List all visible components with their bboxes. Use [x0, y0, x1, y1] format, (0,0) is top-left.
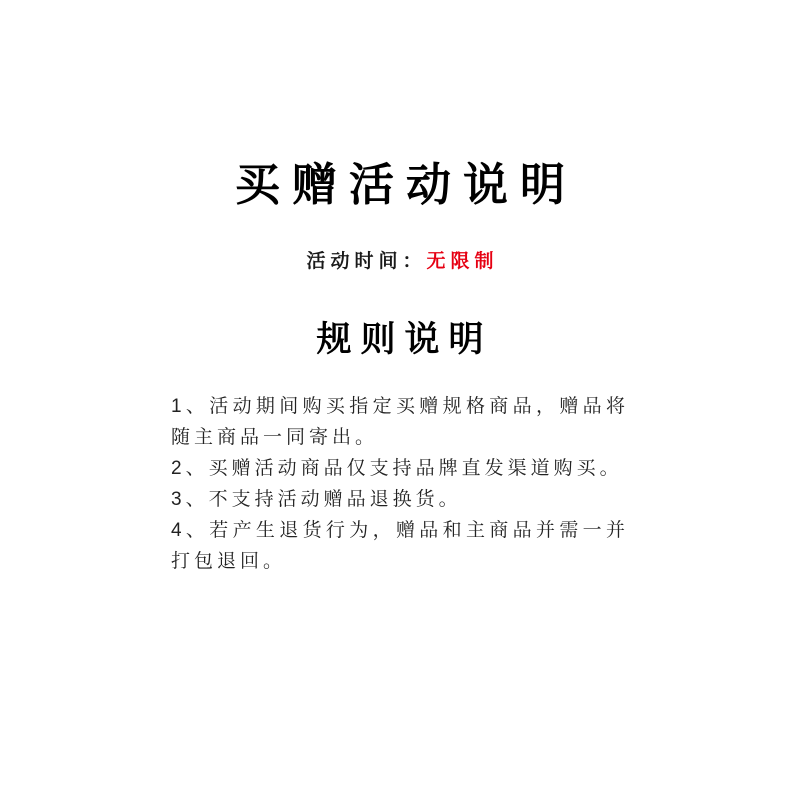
page-title: 买赠活动说明	[234, 159, 577, 210]
activity-time-label: 活动时间：	[306, 250, 427, 272]
rule-item-3: 3、不支持活动赠品退换货。	[171, 489, 462, 510]
activity-time-line	[0, 246, 800, 273]
rule-item-1: 1、活动期间购买指定买赠规格商品，赠品将随主商品一同寄出。	[171, 396, 629, 448]
activity-time-value: 无限制	[426, 250, 499, 272]
rule-item-2: 2、买赠活动商品仅支持品牌直发渠道购买。	[171, 458, 623, 479]
rule-item-4: 4、若产生退货行为，赠品和主商品并需一并打包退回。	[171, 520, 629, 572]
rules-heading: 规则说明	[316, 319, 493, 359]
rules-list	[171, 391, 629, 577]
